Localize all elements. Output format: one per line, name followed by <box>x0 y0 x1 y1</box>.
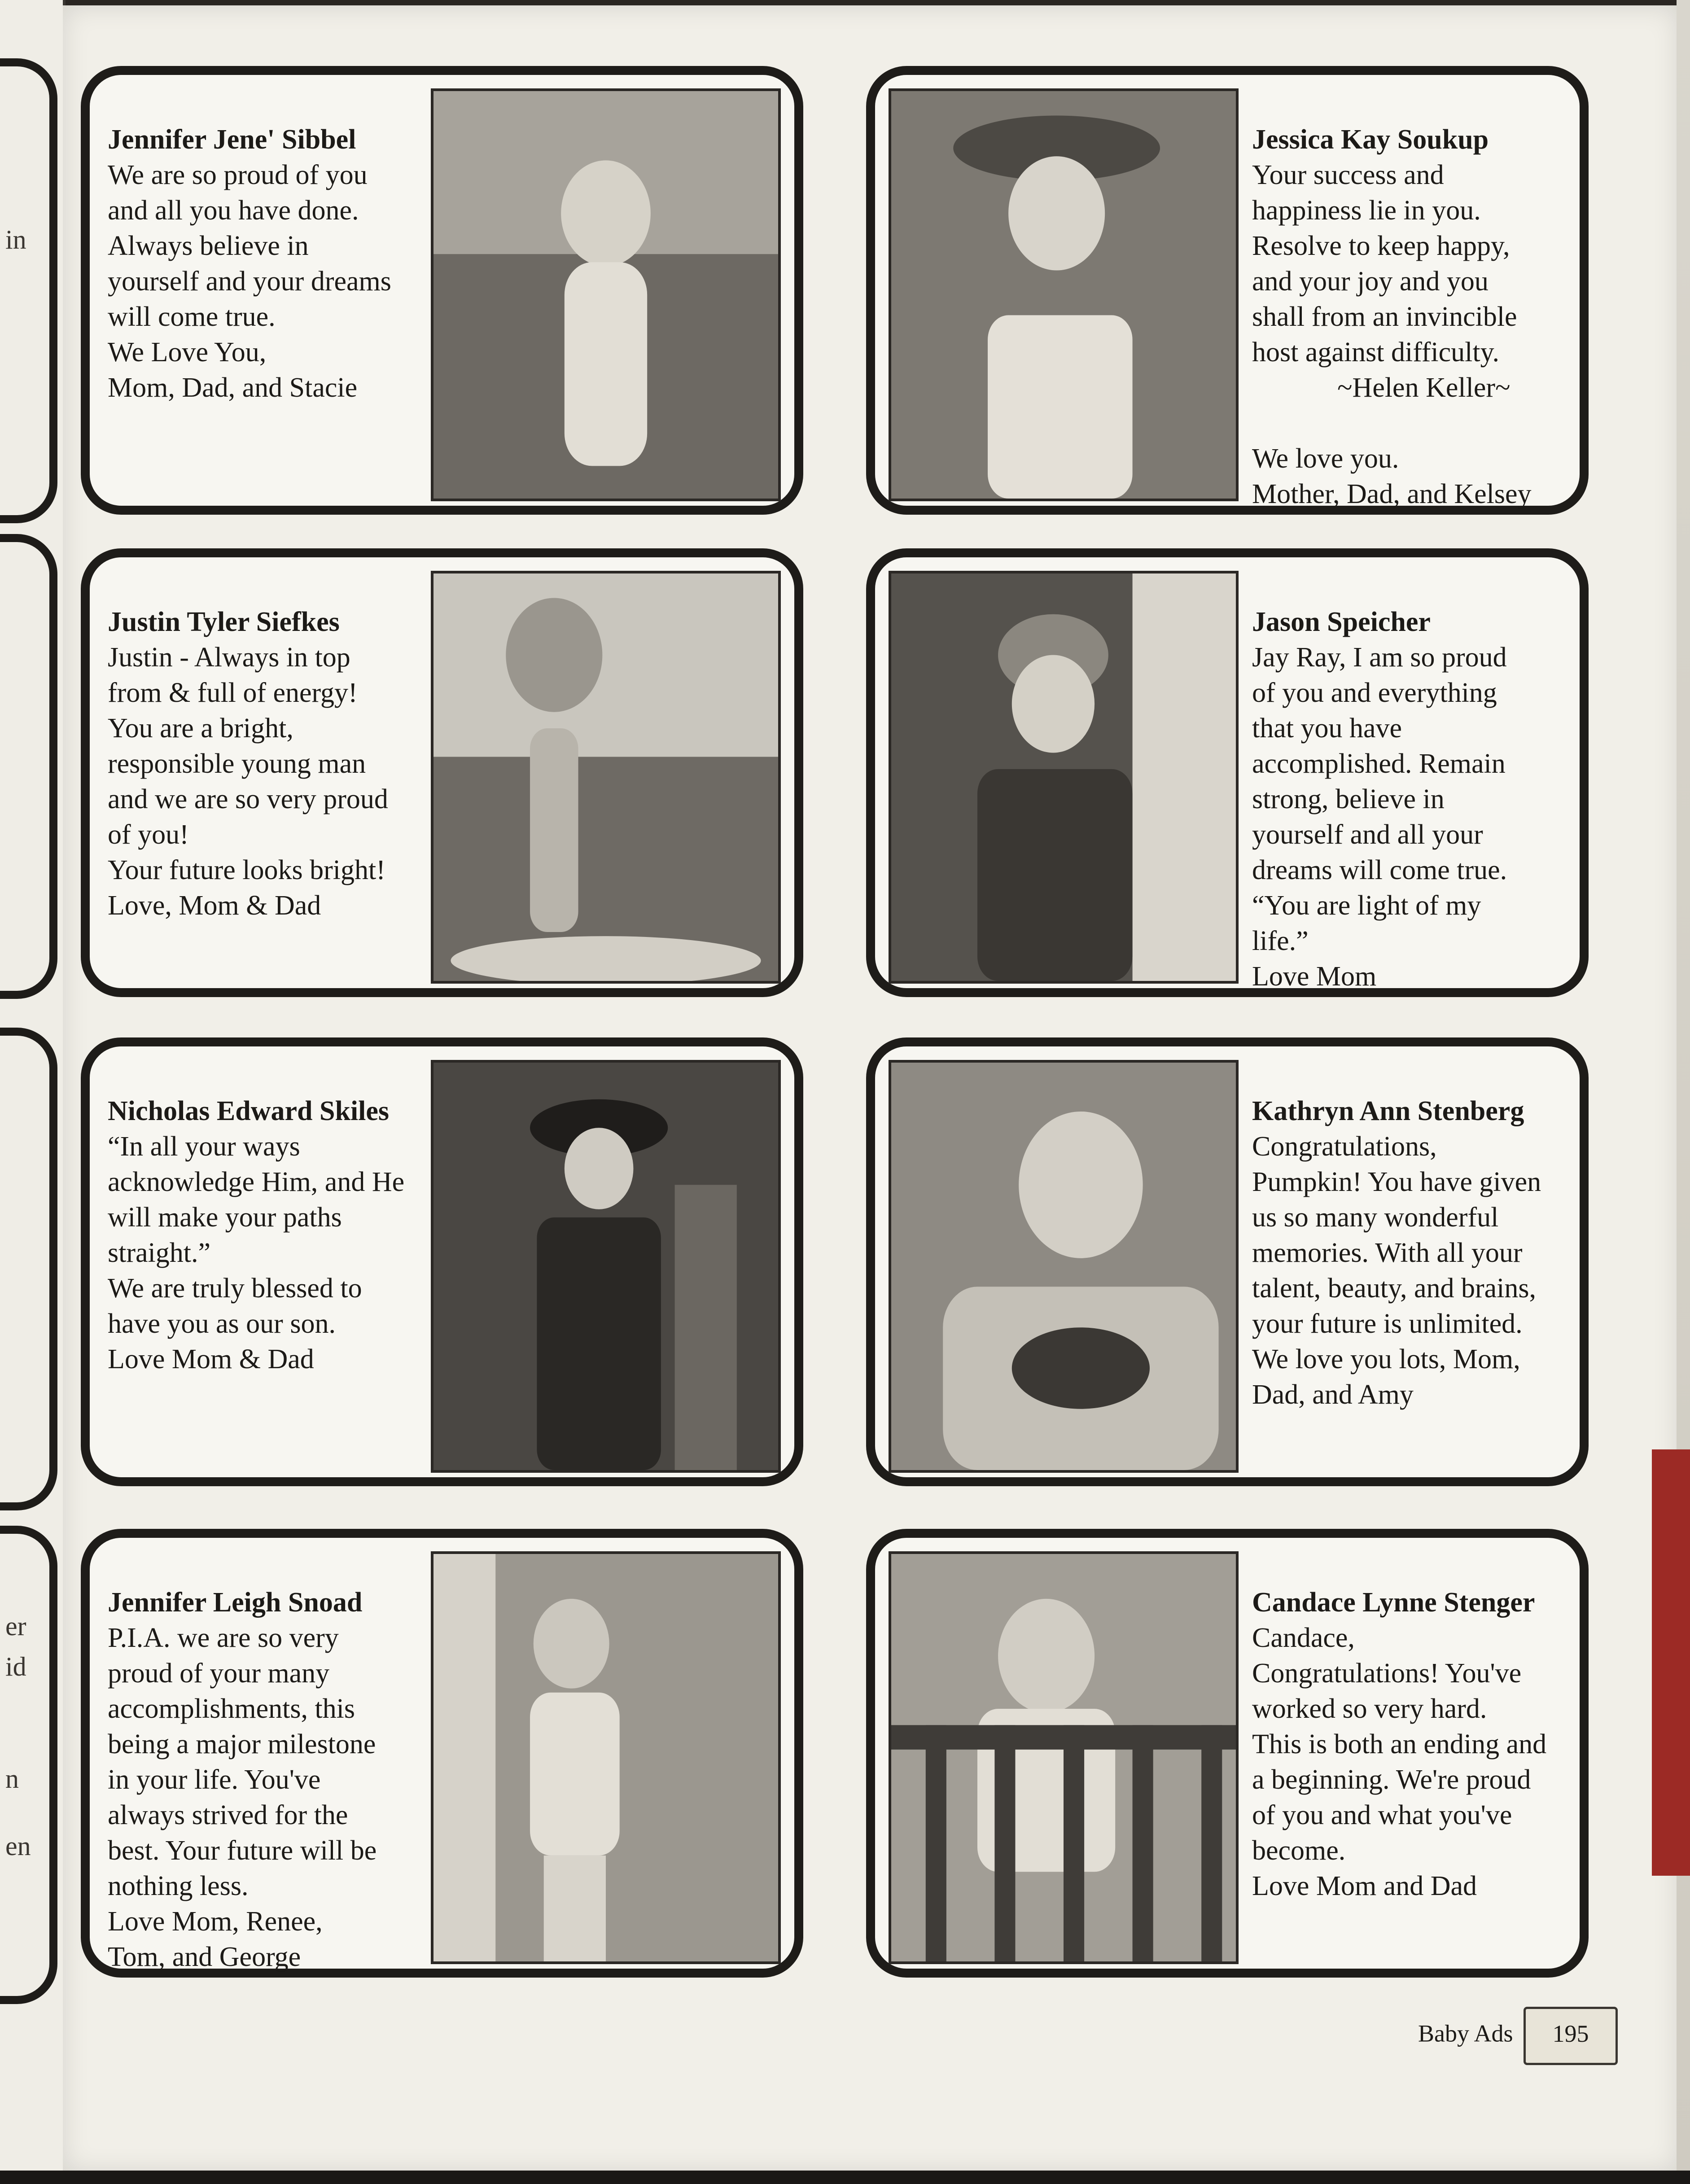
ad-line: being a major milestone <box>108 1729 376 1759</box>
baby-ad-panel <box>866 66 1589 515</box>
ad-line: We are truly blessed to <box>108 1273 362 1304</box>
baby-ad-panel <box>866 1037 1589 1486</box>
ad-line: Your future looks bright! <box>108 855 385 885</box>
baby-ad-panel <box>81 66 803 515</box>
adjacent-page-strip <box>0 0 66 2184</box>
ad-line: talent, beauty, and brains, <box>1252 1273 1536 1304</box>
ad-line: of you and what you've <box>1252 1800 1512 1830</box>
yearbook-page <box>63 5 1678 2173</box>
ad-line: accomplishments, this <box>108 1694 355 1724</box>
ad-name: Jessica Kay Soukup <box>1252 124 1489 155</box>
ad-name: Kathryn Ann Stenberg <box>1252 1096 1524 1126</box>
ad-text <box>108 604 417 923</box>
page-number: 195 <box>1552 2020 1589 2047</box>
ad-line: Always believe in <box>108 231 309 261</box>
ad-line: Love Mom and Dad <box>1252 1871 1477 1901</box>
ad-line: a beginning. We're proud <box>1252 1764 1531 1795</box>
adjacent-panel-edge <box>0 1028 57 1510</box>
ad-line: Tom, and George <box>108 1942 301 1972</box>
ad-line: of you and everything <box>1252 678 1497 708</box>
ad-line: Jay Ray, I am so proud <box>1252 642 1507 673</box>
ad-line: Pumpkin! You have given <box>1252 1167 1541 1197</box>
baby-ad-panel <box>81 1529 803 1978</box>
ad-line: P.I.A. we are so very <box>108 1623 339 1653</box>
ad-text <box>108 1094 417 1377</box>
ad-line: Congratulations! You've <box>1252 1658 1522 1689</box>
ad-line: in your life. You've <box>108 1764 321 1795</box>
ad-line: Mom, Dad, and Stacie <box>108 372 358 403</box>
ad-line: strong, believe in <box>1252 784 1445 814</box>
ad-line: Love Mom & Dad <box>108 1344 314 1374</box>
ad-line: best. Your future will be <box>108 1835 377 1866</box>
ad-line <box>1252 406 1562 441</box>
child-cowboy-hat-photo <box>889 88 1239 501</box>
ad-line: dreams will come true. <box>1252 855 1507 885</box>
adjacent-text-fragment: er <box>5 1611 26 1641</box>
adjacent-text-fragment: in <box>5 225 26 254</box>
ad-line: life.” <box>1252 926 1309 956</box>
book-icon <box>1524 2007 1618 2065</box>
ad-line: ~Helen Keller~ <box>1337 372 1510 403</box>
adjacent-text-fragment: n <box>5 1764 19 1794</box>
ad-line: will come true. <box>108 302 276 332</box>
child-cowboy-costume-photo <box>431 1060 781 1473</box>
ad-line: memories. With all your <box>1252 1238 1523 1268</box>
page-footer <box>1418 2007 1618 2065</box>
child-beach-ball-photo <box>431 571 781 984</box>
ad-line: You are a bright, <box>108 713 293 744</box>
ad-line: We love you lots, Mom, <box>1252 1344 1520 1374</box>
ad-line: Love, Mom & Dad <box>108 890 321 921</box>
ad-line: and your joy and you <box>1252 266 1489 297</box>
ad-line: We love you. <box>1252 443 1399 474</box>
child-cat-costume-photo <box>431 1551 781 1964</box>
ad-line: “In all your ways <box>108 1131 300 1162</box>
ad-line: your future is unlimited. <box>1252 1309 1523 1339</box>
ad-text <box>1252 604 1562 994</box>
ad-line: and all you have done. <box>108 195 359 226</box>
ad-name: Jennifer Jene' Sibbel <box>108 124 356 155</box>
section-tab <box>1652 1449 1690 1876</box>
adjacent-text-fragment: id <box>5 1652 26 1681</box>
ad-line: straight.” <box>108 1238 210 1268</box>
baby-ad-panel <box>81 1037 803 1486</box>
ad-line: yourself and all your <box>1252 819 1483 850</box>
ad-text <box>1252 1094 1562 1413</box>
ad-line: that you have <box>1252 713 1402 744</box>
ad-line: Justin - Always in top <box>108 642 350 673</box>
adjacent-text-fragment: en <box>5 1831 31 1861</box>
ad-line: Mother, Dad, and Kelsey <box>1252 479 1532 509</box>
ad-line: become. <box>1252 1835 1346 1866</box>
adjacent-panel-edge <box>0 534 57 999</box>
ad-line: always strived for the <box>108 1800 348 1830</box>
toddler-crib-photo <box>889 1551 1239 1964</box>
ad-name: Jason Speicher <box>1252 607 1431 637</box>
page-edge <box>0 2171 1690 2184</box>
ad-line: us so many wonderful <box>1252 1202 1499 1233</box>
ad-line: Congratulations, <box>1252 1131 1437 1162</box>
ad-line: Candace, <box>1252 1623 1355 1653</box>
child-holding-puppy-photo <box>889 1060 1239 1473</box>
child-sunglasses-photo <box>431 88 781 501</box>
child-knit-hat-photo <box>889 571 1239 984</box>
ad-text <box>108 122 417 406</box>
adjacent-panel-edge <box>0 58 57 523</box>
ad-line: host against difficulty. <box>1252 337 1500 368</box>
ad-line: and we are so very proud <box>108 784 388 814</box>
ad-line: This is both an ending and <box>1252 1729 1547 1759</box>
ad-line: proud of your many <box>108 1658 330 1689</box>
ad-line: have you as our son. <box>108 1309 336 1339</box>
ad-name: Candace Lynne Stenger <box>1252 1587 1535 1618</box>
ad-name: Jennifer Leigh Snoad <box>108 1587 363 1618</box>
ad-line: Love Mom, Renee, <box>108 1906 323 1937</box>
ad-line: Your success and <box>1252 160 1444 190</box>
ad-line: yourself and your dreams <box>108 266 391 297</box>
ad-line: Resolve to keep happy, <box>1252 231 1510 261</box>
ad-line: “You are light of my <box>1252 890 1481 921</box>
ad-line: responsible young man <box>108 748 366 779</box>
ad-name: Justin Tyler Siefkes <box>108 607 340 637</box>
ad-line: We Love You, <box>108 337 267 368</box>
ad-line: shall from an invincible <box>1252 302 1517 332</box>
ad-line: will make your paths <box>108 1202 342 1233</box>
ad-line: happiness lie in you. <box>1252 195 1481 226</box>
ad-text <box>108 1585 417 1975</box>
ad-name: Nicholas Edward Skiles <box>108 1096 390 1126</box>
ad-line: acknowledge Him, and He <box>108 1167 405 1197</box>
ad-line: of you! <box>108 819 189 850</box>
ad-line: nothing less. <box>108 1871 249 1901</box>
ad-line: worked so very hard. <box>1252 1694 1487 1724</box>
ad-line: accomplished. Remain <box>1252 748 1506 779</box>
ad-line: Love Mom <box>1252 961 1377 992</box>
ad-line: from & full of energy! <box>108 678 358 708</box>
ad-text <box>1252 1585 1562 1904</box>
section-label: Baby Ads <box>1418 2020 1513 2047</box>
ad-text <box>1252 122 1562 512</box>
baby-ad-panel <box>866 548 1589 997</box>
ad-line: Dad, and Amy <box>1252 1379 1414 1410</box>
baby-ad-panel <box>81 548 803 997</box>
baby-ad-panel <box>866 1529 1589 1978</box>
ad-line: We are so proud of you <box>108 160 368 190</box>
